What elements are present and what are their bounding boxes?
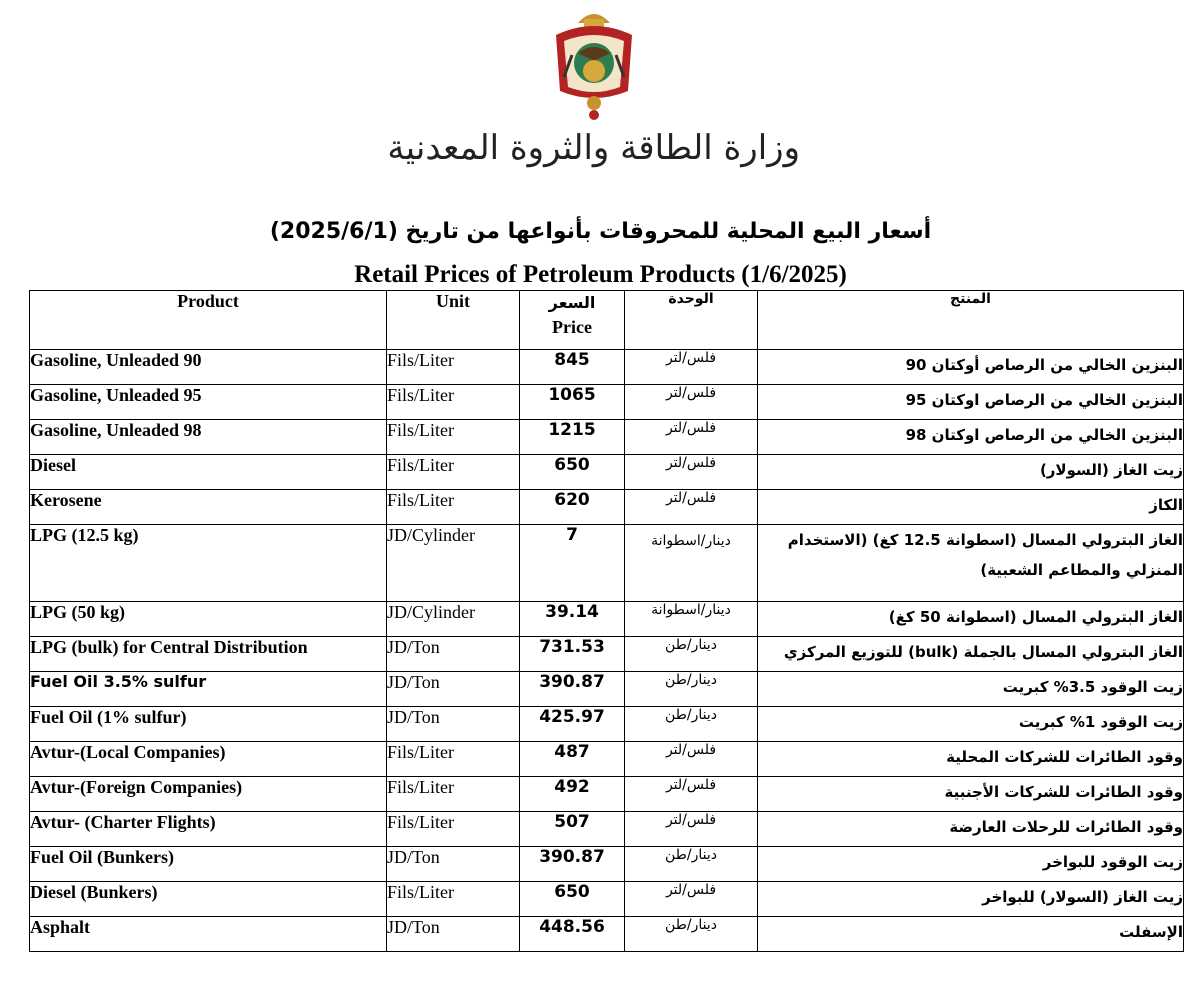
table-row [30,882,1184,917]
unit-cell: Fils/Liter [387,882,520,917]
unit-arabic-cell: فلس/لتر [625,420,758,455]
price-cell: 390.87 [520,672,625,707]
unit-cell: JD/Ton [387,707,520,742]
unit-cell: JD/Cylinder [387,525,520,602]
product-cell: Fuel Oil (Bunkers) [30,847,387,882]
table-row [30,672,1184,707]
price-cell: 731.53 [520,637,625,672]
product-arabic-cell: الغاز البترولي المسال (اسطوانة 12.5 كغ) (الاستخدام المنزلي والمطاعم الشعبية) [758,525,1184,602]
table-row [30,637,1184,672]
unit-arabic-cell: دينار/طن [625,917,758,952]
product-cell: Gasoline, Unleaded 98 [30,420,387,455]
unit-cell: JD/Ton [387,917,520,952]
price-cell: 390.87 [520,847,625,882]
unit-arabic-cell: فلس/لتر [625,882,758,917]
table-row [30,350,1184,385]
table-row [30,490,1184,525]
header-product: Product [30,291,387,350]
header-unit-arabic: الوحدة [625,291,758,350]
unit-arabic-cell: دينار/اسطوانة [625,525,758,602]
price-cell: 448.56 [520,917,625,952]
product-cell: Diesel (Bunkers) [30,882,387,917]
unit-cell: Fils/Liter [387,455,520,490]
product-arabic-cell: زيت الغاز (السولار) للبواخر [758,882,1184,917]
product-cell: LPG (bulk) for Central Distribution [30,637,387,672]
product-arabic-cell: الغاز البترولي المسال (اسطوانة 50 كغ) [758,602,1184,637]
price-cell: 39.14 [520,602,625,637]
product-cell: Gasoline, Unleaded 95 [30,385,387,420]
product-cell: Fuel Oil (1% sulfur) [30,707,387,742]
product-arabic-cell: الكاز [758,490,1184,525]
unit-cell: Fils/Liter [387,490,520,525]
product-cell: Avtur- (Charter Flights) [30,812,387,847]
product-arabic-cell: زيت الغاز (السولار) [758,455,1184,490]
unit-arabic-cell: فلس/لتر [625,455,758,490]
price-cell: 492 [520,777,625,812]
product-cell: Avtur-(Foreign Companies) [30,777,387,812]
product-arabic-cell: البنزين الخالي من الرصاص اوكتان 95 [758,385,1184,420]
product-cell: Avtur-(Local Companies) [30,742,387,777]
price-cell: 1065 [520,385,625,420]
unit-arabic-cell: دينار/طن [625,847,758,882]
unit-cell: Fils/Liter [387,420,520,455]
unit-cell: JD/Ton [387,847,520,882]
unit-cell: Fils/Liter [387,385,520,420]
header-product-arabic: المنتج [758,291,1184,350]
product-arabic-cell: البنزين الخالي من الرصاص اوكتان 98 [758,420,1184,455]
table-row [30,420,1184,455]
title-english: Retail Prices of Petroleum Products (1/6/2025) [354,261,847,288]
title-arabic: أسعار البيع المحلية للمحروقات بأنواعها من تاريخ (2025/6/1) [269,219,932,244]
price-cell: 845 [520,350,625,385]
table-row [30,707,1184,742]
header-row [30,291,1184,350]
unit-arabic-cell: فلس/لتر [625,350,758,385]
ministry-name: وزارة الطاقة والثروة المعدنية [387,128,800,168]
unit-arabic-cell: فلس/لتر [625,742,758,777]
unit-cell: Fils/Liter [387,812,520,847]
table-row [30,812,1184,847]
coat-of-arms-emblem [548,5,640,123]
product-cell: Fuel Oil 3.5% sulfur [30,672,387,707]
product-cell: LPG (50 kg) [30,602,387,637]
table-row [30,385,1184,420]
price-table [29,290,1184,952]
unit-cell: JD/Cylinder [387,602,520,637]
unit-arabic-cell: دينار/طن [625,637,758,672]
header-price [520,291,625,350]
product-arabic-cell: زيت الوقود 3.5% كبريت [758,672,1184,707]
unit-cell: JD/Ton [387,637,520,672]
product-arabic-cell: وقود الطائرات للشركات المحلية [758,742,1184,777]
price-cell: 487 [520,742,625,777]
price-cell: 650 [520,882,625,917]
price-cell: 1215 [520,420,625,455]
product-cell: Diesel [30,455,387,490]
unit-arabic-cell: فلس/لتر [625,777,758,812]
price-cell: 507 [520,812,625,847]
table-row [30,742,1184,777]
unit-arabic-cell: فلس/لتر [625,490,758,525]
product-cell: LPG (12.5 kg) [30,525,387,602]
product-cell: Kerosene [30,490,387,525]
table-row [30,777,1184,812]
unit-arabic-cell: فلس/لتر [625,385,758,420]
unit-cell: JD/Ton [387,672,520,707]
unit-arabic-cell: دينار/طن [625,672,758,707]
header-price-arabic: السعر [548,293,596,312]
product-arabic-cell: وقود الطائرات للرحلات العارضة [758,812,1184,847]
table-row [30,455,1184,490]
product-arabic-cell: الغاز البترولي المسال بالجملة (bulk) للتوزيع المركزي [758,637,1184,672]
product-arabic-cell: البنزين الخالي من الرصاص أوكتان 90 [758,350,1184,385]
header-price-english: Price [552,317,592,337]
unit-cell: Fils/Liter [387,350,520,385]
product-arabic-cell: زيت الوقود 1% كبريت [758,707,1184,742]
price-cell: 7 [520,525,625,602]
product-cell: Asphalt [30,917,387,952]
product-arabic-cell: زيت الوقود للبواخر [758,847,1184,882]
header-unit: Unit [387,291,520,350]
unit-cell: Fils/Liter [387,742,520,777]
table-row [30,602,1184,637]
unit-cell: Fils/Liter [387,777,520,812]
unit-arabic-cell: دينار/اسطوانة [625,602,758,637]
product-cell: Gasoline, Unleaded 90 [30,350,387,385]
price-cell: 650 [520,455,625,490]
table-row [30,525,1184,602]
product-arabic-cell: الإسفلت [758,917,1184,952]
table-row [30,917,1184,952]
unit-arabic-cell: دينار/طن [625,707,758,742]
price-cell: 620 [520,490,625,525]
unit-arabic-cell: فلس/لتر [625,812,758,847]
price-cell: 425.97 [520,707,625,742]
product-arabic-cell: وقود الطائرات للشركات الأجنبية [758,777,1184,812]
table-row [30,847,1184,882]
